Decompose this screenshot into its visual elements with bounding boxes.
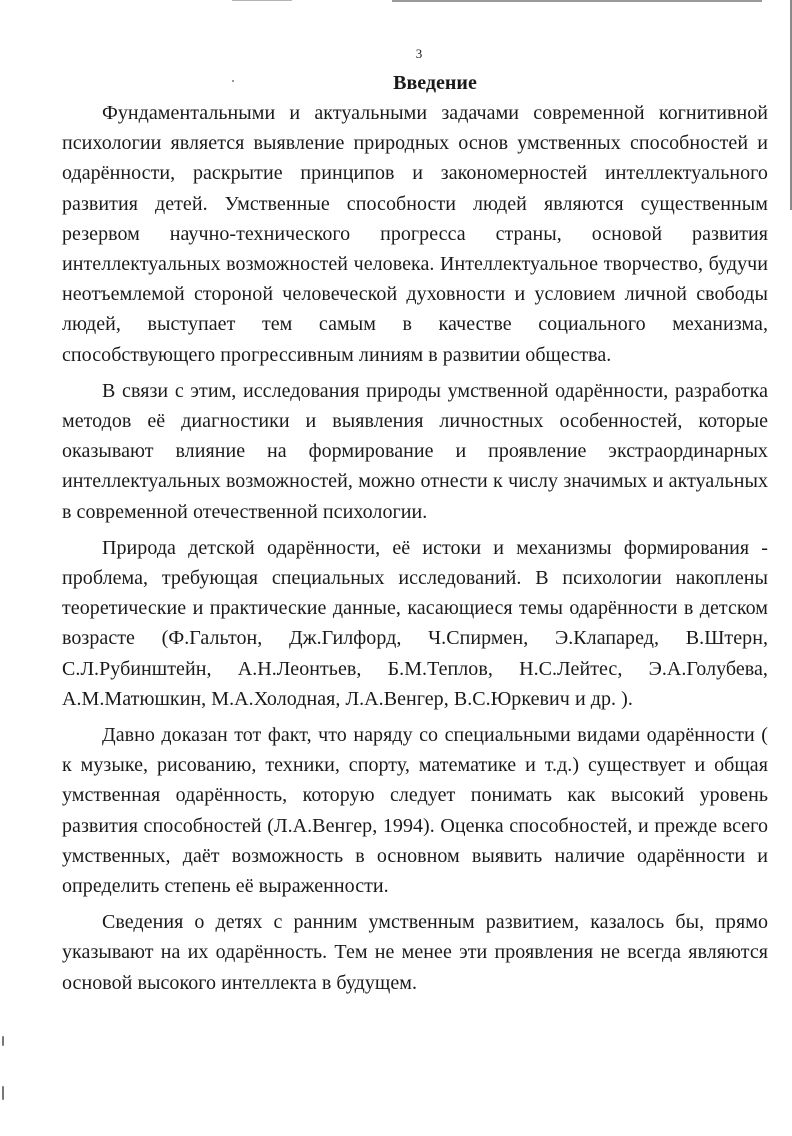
scan-speck: [2, 1036, 4, 1046]
paragraph: Природа детской одарённости, её истоки и механизмы формирования - проблема, требующая специальных исследований. В психологии накоплены теоретические и практические данные, касающиеся темы одарённости в детском возрасте (Ф.Гальтон, Дж.Гилфорд, Ч.Спирмен, Э.Клапаред, В.Штерн, С.Л.Рубинштейн, А.Н.Леонтьев, Б.М.Теплов, Н.С.Лейтес, Э.А.Голубева, А.М.Матюшкин, М.А.Холодная, Л.А.Венгер, В.С.Юркевич и др. ).: [62, 536, 768, 710]
paragraph: Фундаментальными и актуальными задачами современной когнитивной психологии является выявление природных основ умственных способностей и одарённости, раскрытие принципов и закономерностей интеллектуального развития детей. Умственные способности людей являются существенным резервом научно-технического прогресса страны, основой развития интеллектуальных возможностей человека. Интеллектуальное творчество, будучи неотъемлемой стороной человеческой духовности и условием личной свободы людей, выступает тем самым в качестве социального механизма, способствующего прогрессивным линиям в развитии общества.: [62, 102, 768, 366]
page-title: Введение: [393, 72, 477, 94]
scan-artifact-line: [232, 0, 292, 1]
body-text: [62, 98, 768, 1004]
paragraph: В связи с этим, исследования природы умственной одарённости, разработка методов её диагностики и выявления личностных особенностей, которые оказывают влияние на формирование и проявление экстраординарных интеллектуальных возможностей, можно отнести к числу значимых и актуальных в современной отечественной психологии.: [62, 379, 768, 523]
page-number: 3: [415, 46, 423, 61]
scan-speck: [2, 1086, 4, 1100]
paragraph: Давно доказан тот факт, что наряду со специальными видами одарённости ( к музыке, рисованию, техники, спорту, математике и т.д.) существует и общая умственная одарённость, которую следует понимать как высокий уровень развития способностей (Л.А.Венгер, 1994). Оценка способностей, и прежде всего умственных, даёт возможность в основном выявить наличие одарённости и определить степень её выраженности.: [62, 724, 768, 898]
scan-artifact-line: [392, 0, 762, 2]
paragraph: Сведения о детях с ранним умственным развитием, казалось бы, прямо указывают на их одарённость. Тем не менее эти проявления не всегда являются основой высокого интеллекта в будущем.: [62, 911, 768, 994]
